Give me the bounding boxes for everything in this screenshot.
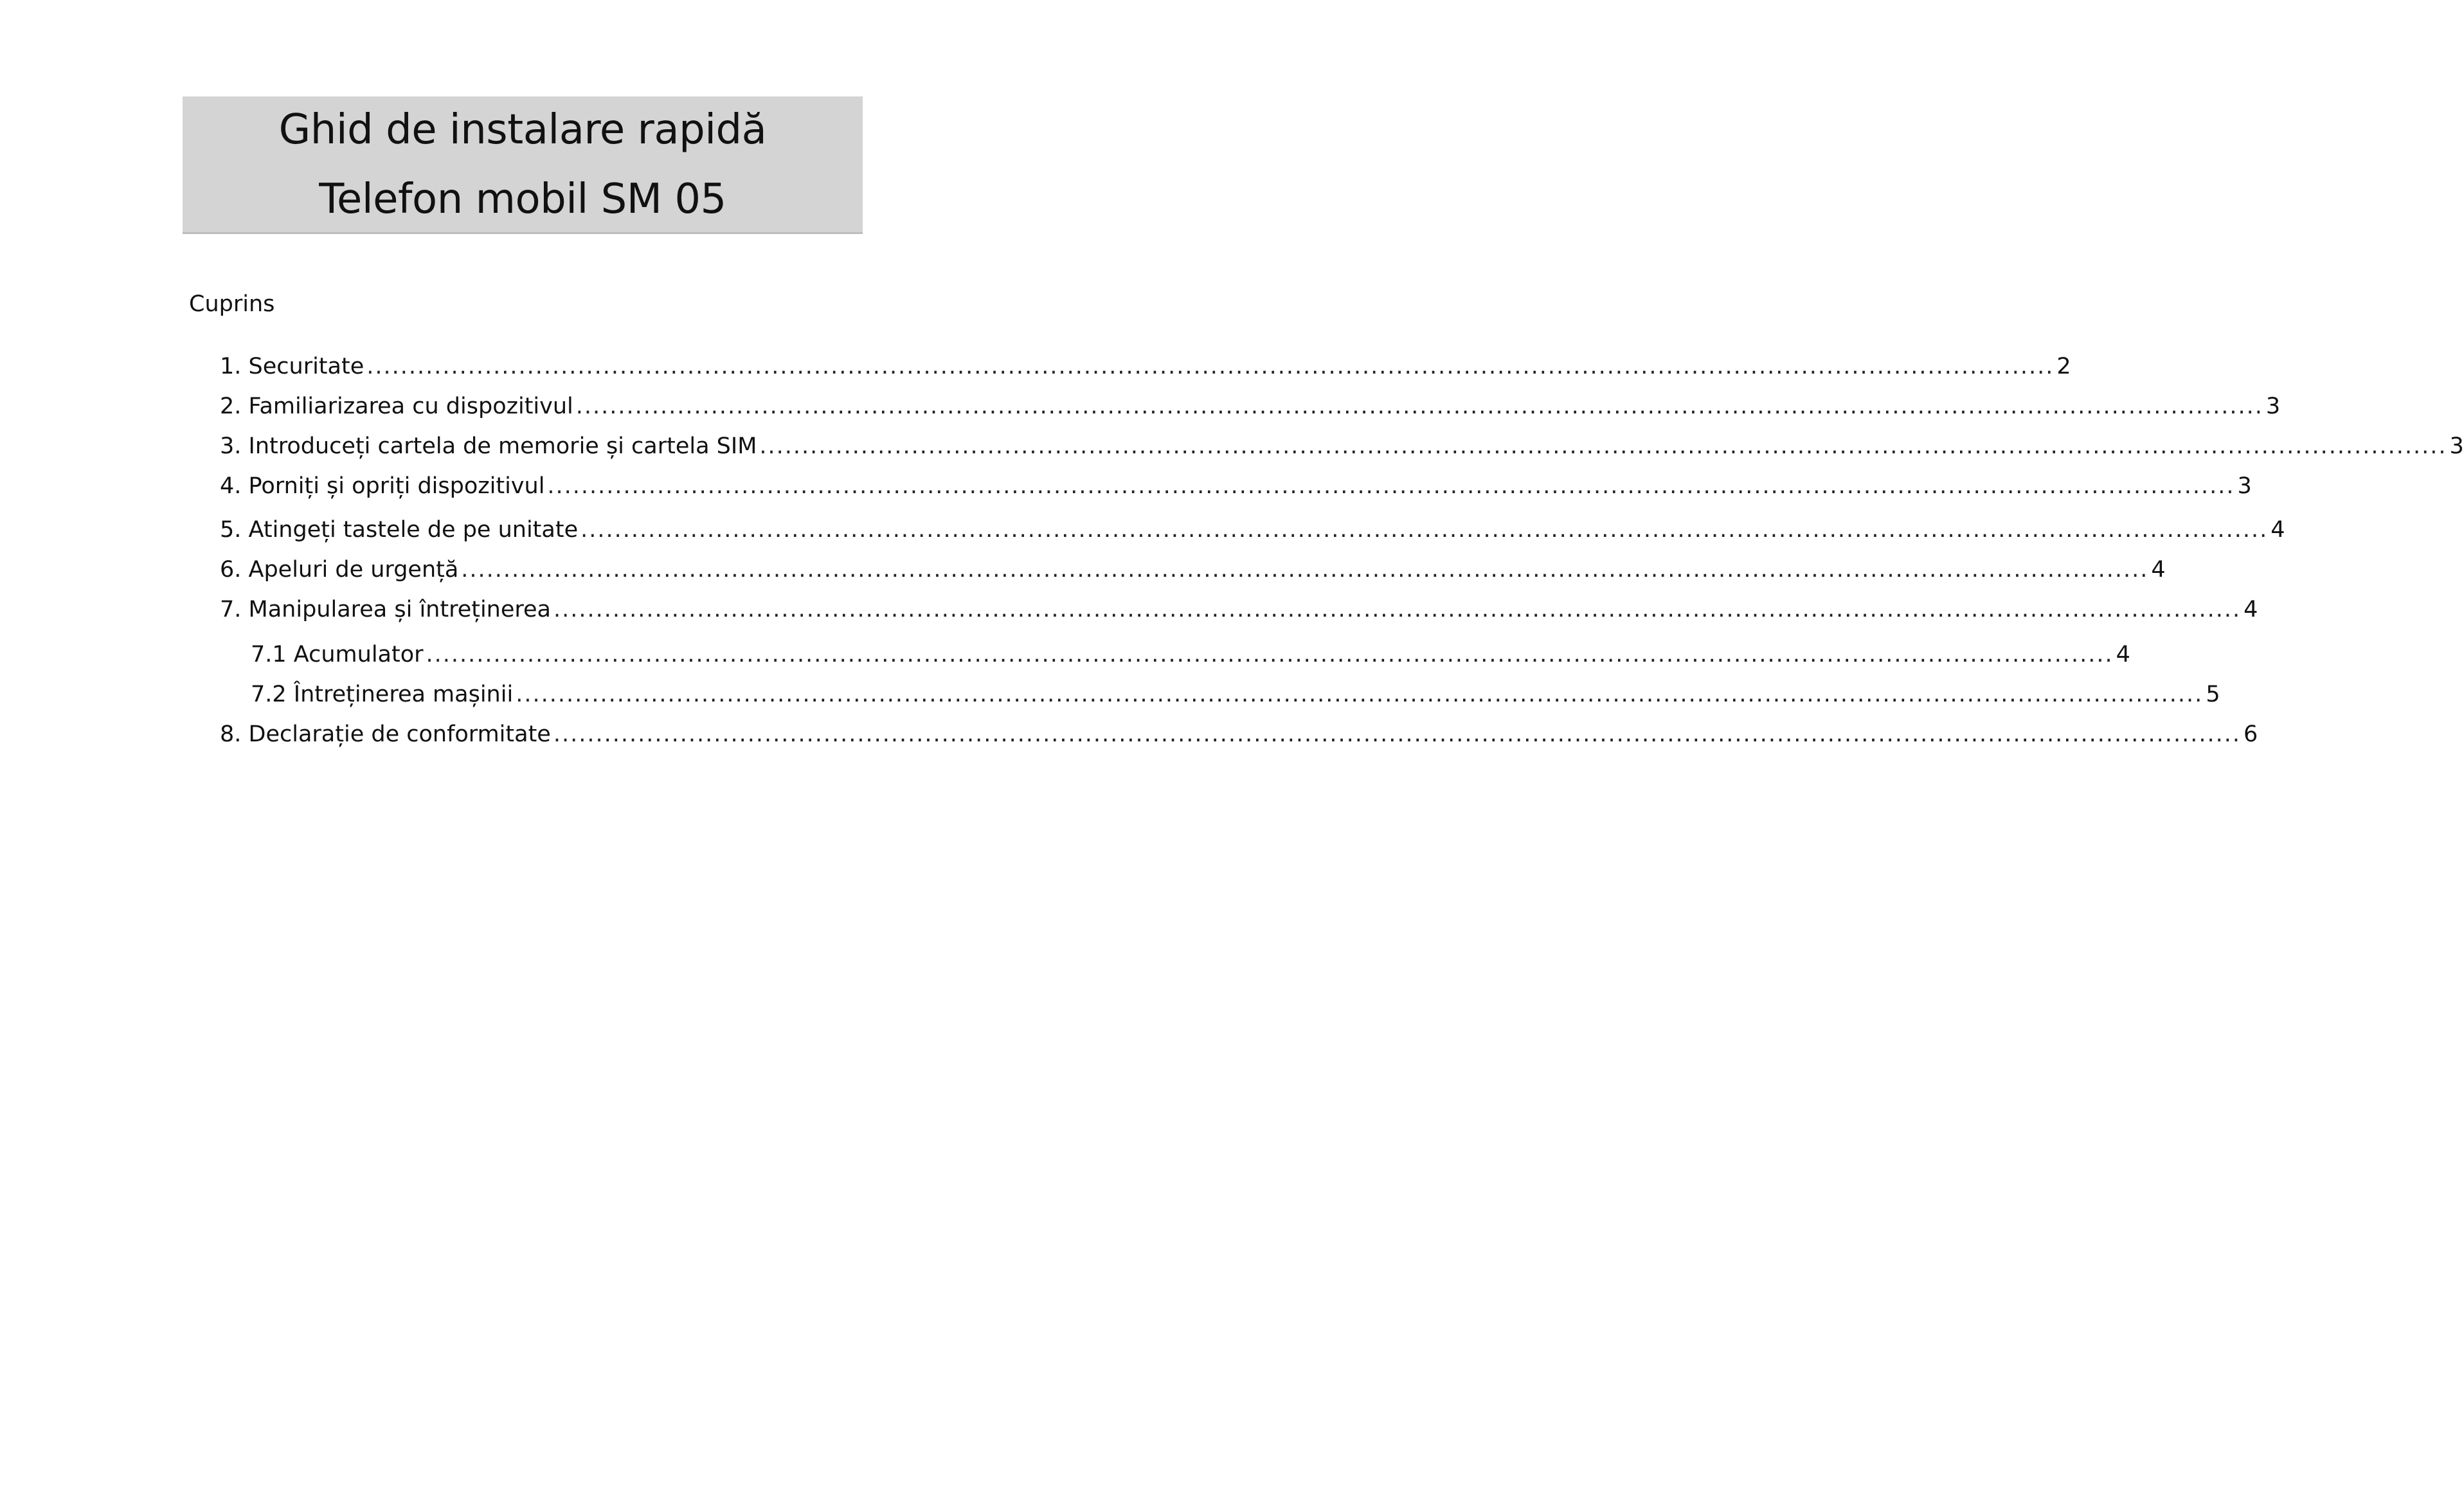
toc-entry-label: 7.1 Acumulator — [251, 642, 424, 667]
toc-entry-page: 2 — [2056, 354, 2071, 379]
toc-dot-leader: ........................................................................................................................................................................................................ — [553, 597, 2242, 622]
toc-entry[interactable] — [220, 390, 2281, 422]
toc-entry-page: 3 — [2265, 394, 2281, 419]
toc-dot-leader: ........................................................................................................................................................................................................ — [759, 433, 2447, 459]
toc-entry-page: 3 — [2237, 473, 2252, 499]
toc-entry[interactable] — [220, 430, 2464, 462]
toc-entry-page: 4 — [2116, 642, 2130, 667]
toc-heading: Cuprins — [189, 291, 275, 317]
toc-dot-leader: ........................................................................................................................................................................................................ — [575, 394, 2263, 419]
toc-entry-label: 5. Atingeți tastele de pe unitate — [220, 517, 579, 543]
toc-dot-leader: ........................................................................................................................................................................................................ — [553, 721, 2241, 747]
toc-entry-label: 1. Securitate — [220, 354, 364, 379]
toc-dot-leader: ........................................................................................................................................................................................................ — [461, 557, 2149, 583]
toc-entry[interactable] — [220, 350, 2071, 383]
toc-dot-leader: ........................................................................................................................................................................................................ — [516, 682, 2204, 707]
document-title: Ghid de instalare rapidă — [278, 105, 767, 154]
toc-entry[interactable] — [220, 593, 2258, 626]
toc-dot-leader: ........................................................................................................................................................................................................ — [547, 473, 2235, 499]
toc-entry[interactable] — [220, 718, 2258, 750]
toc-entry-label: 2. Familiarizarea cu dispozitivul — [220, 394, 573, 419]
toc-entry-page: 4 — [2151, 557, 2166, 583]
toc-subentry[interactable] — [251, 678, 2220, 711]
toc-entry-label: 4. Porniți și opriți dispozitivul — [220, 473, 545, 499]
document-subtitle: Telefon mobil SM 05 — [319, 175, 726, 223]
toc-entry[interactable] — [220, 470, 2252, 502]
toc-dot-leader: ........................................................................................................................................................................................................ — [366, 354, 2055, 379]
toc-entry-label: 3. Introduceți cartela de memorie și cartela SIM — [220, 433, 757, 459]
toc-entry-page: 4 — [2244, 597, 2258, 622]
toc-dot-leader: ........................................................................................................................................................................................................ — [580, 517, 2269, 543]
toc-entry-label: 7. Manipularea și întreținerea — [220, 597, 552, 622]
toc-entry-label: 7.2 Întreținerea mașinii — [251, 682, 514, 707]
toc-entry-page: 4 — [2271, 517, 2285, 543]
toc-entry[interactable] — [220, 514, 2285, 546]
toc-entry-page: 3 — [2449, 433, 2464, 459]
toc-entry-label: 6. Apeluri de urgență — [220, 557, 459, 583]
toc-entry-label: 8. Declarație de conformitate — [220, 721, 551, 747]
title-banner — [183, 96, 863, 234]
toc-dot-leader: ........................................................................................................................................................................................................ — [426, 642, 2114, 667]
toc-subentry[interactable] — [251, 639, 2130, 671]
toc-entry[interactable] — [220, 554, 2166, 586]
toc-entry-page: 5 — [2206, 682, 2220, 707]
toc-entry-page: 6 — [2243, 721, 2258, 747]
